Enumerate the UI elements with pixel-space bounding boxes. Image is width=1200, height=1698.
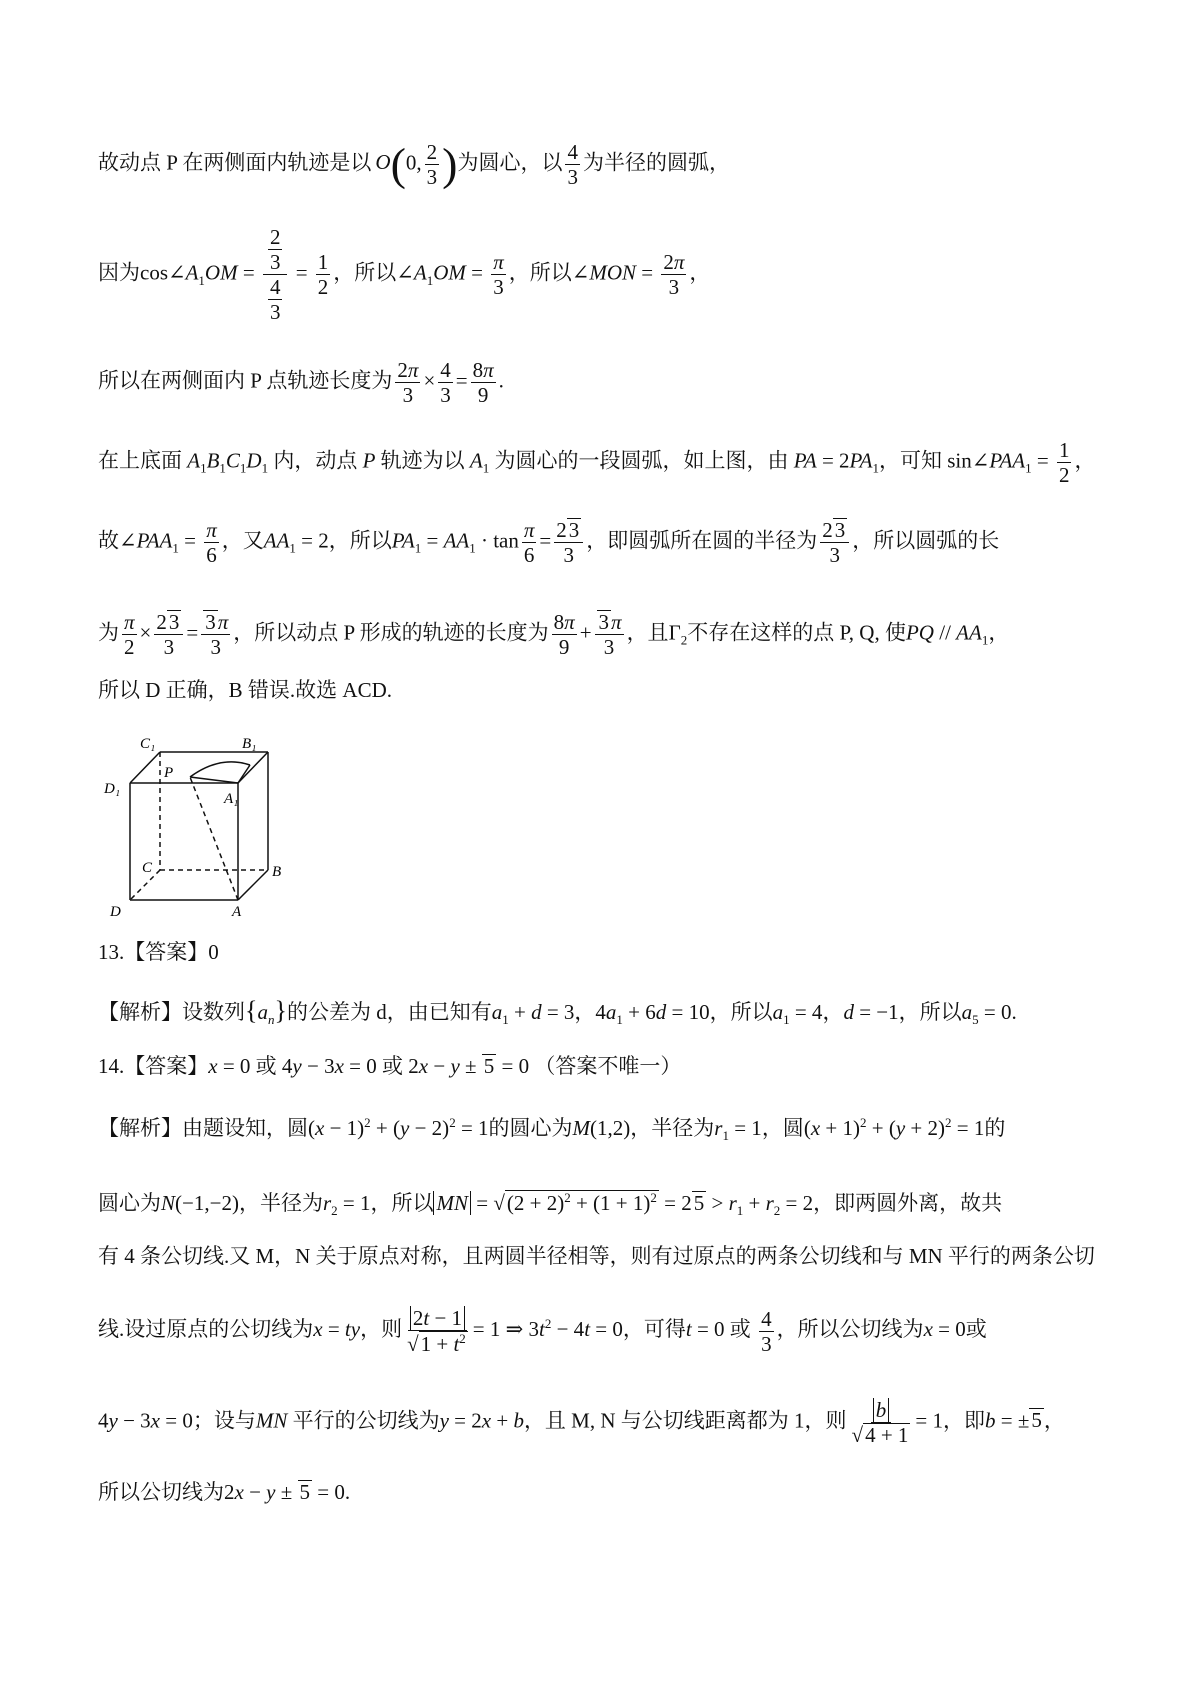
text-line-16: 所以公切线为2x − y ± 5 = 0. [98, 1480, 351, 1504]
text-line-3: 所以在两侧面内 P 点轨迹长度为 $\frac{2\pi}{3}$ × $\frac{4}{3}$ = $\frac{8\pi}{9}$ . [98, 358, 504, 408]
label-c1: C₁ [140, 736, 156, 752]
text-line-13: 有 4 条公切线.又 M，N 关于原点对称，且两圆半径相等，则有过原点的两条公切线和与 MN 平行的两条公切 [98, 1244, 1095, 1268]
text-line-1: 故动点 P 在两侧面内轨迹是以 O(0, $\frac{2}{3}$ )为圆心，以 $\frac{4}{3}$ 为半径的圆弧， [98, 138, 730, 190]
text-line-7: 所以 D 正确，B 错误.故选 ACD. [98, 678, 393, 702]
math-o-point: O [375, 150, 391, 175]
text-line-4: 在上底面 $A_1B_1C_1D_1$ 内，动点 P 轨迹为以 $A_1$ 为圆心的一段圆弧，如上图，由 PA = $2PA_1$，可知 $\sin\angle PAA_1$ = $\frac{1}{2}$ ， [98, 438, 1096, 488]
text-line-2: 因为$\cos\angle A_1OM$ = $\frac{\frac{2}{3}}{\frac{4}{3}}$ = $\frac{1}{2}$ ，所以$\angle A_1OM$ = $\frac{\pi}{3}$ ，所以∠MON = $\frac{2\pi}{3}$ ， [98, 225, 711, 325]
text-line-12: 圆心为N(−1,−2)，半径为$r_2 = 1$，所以 MN = $√(2 + 2)^2 + (1 + 1)^2 = 25 > r_1 + r_2 = 2$，即两圆外离，故共 [98, 1190, 1003, 1219]
text-line-15: 4y − 3x = 0；设与MN 平行的公切线为y = 2x + b，且 M, N 与公切线距离都为 1，则 $\frac{b}{√4 + 1}$ = 1，即b = ±5， [98, 1398, 1065, 1448]
text-line-9: 【解析】设数列$\{a_n\}$的公差为 d，由已知有$a_1 + d = 3$，$4a_1 + 6d = 10$，所以$a_1 = 4$，d = −1，所以$a_5 = 0$. [98, 996, 1017, 1028]
text-line-11: 【解析】由题设知，圆$(x - 1)^2 + (y - 2)^2 = 1$的圆心为M(1,2)，半径为$r_1 = 1$，圆$(x + 1)^2 + (y + 2)^2 = 1$的 [98, 1115, 1006, 1144]
text-line-14: 线.设过原点的公切线为x = ty，则 $\frac{2t - 1}{√1 + t^2}$ = 1 ⇒ $3t^2 - 4t = 0$，可得t = 0 或 $\frac{4}{3}$ ，所以公切线为x = 0或 [98, 1306, 987, 1357]
label-b1: B₁ [242, 736, 257, 752]
text-line-10: 14.【答案】x = 0 或 4y − 3x = 0 或 2x − y ± 5 = 0 （答案不唯一） [98, 1054, 682, 1078]
text-line-8: 13.【答案】0 [98, 940, 219, 964]
label-b: B [272, 864, 282, 880]
cube-figure [100, 720, 300, 920]
text-line-5: 故$\angle PAA_1$ = $\frac{\pi}{6}$ ，又$AA_1 = 2$，所以$PA_1 = AA_1 \cdot \tan$ $\frac{\pi}{6}$ = $\frac{23}{3}$ ，即圆弧所在圆的半径为 $\frac{23}{3}$ ，所以圆弧的长 [98, 518, 1000, 568]
text-line-6: 为 $\frac{\pi}{2}$ × $\frac{23}{3}$ = $\frac{3\pi}{3}$ ，所以动点 P 形成的轨迹的长度为 $\frac{8\pi}{9}$ + $\frac{3\pi}{3}$ ，且$\Gamma_2$不存在这样的点 P, Q, 使PQ // $AA_1$， [98, 610, 1010, 660]
label-d: D [110, 904, 121, 920]
label-a: A [232, 904, 242, 920]
label-a1: A₁ [224, 791, 239, 807]
label-c: C [142, 860, 153, 876]
label-d1: D₁ [104, 781, 121, 797]
label-p: P [164, 765, 174, 781]
